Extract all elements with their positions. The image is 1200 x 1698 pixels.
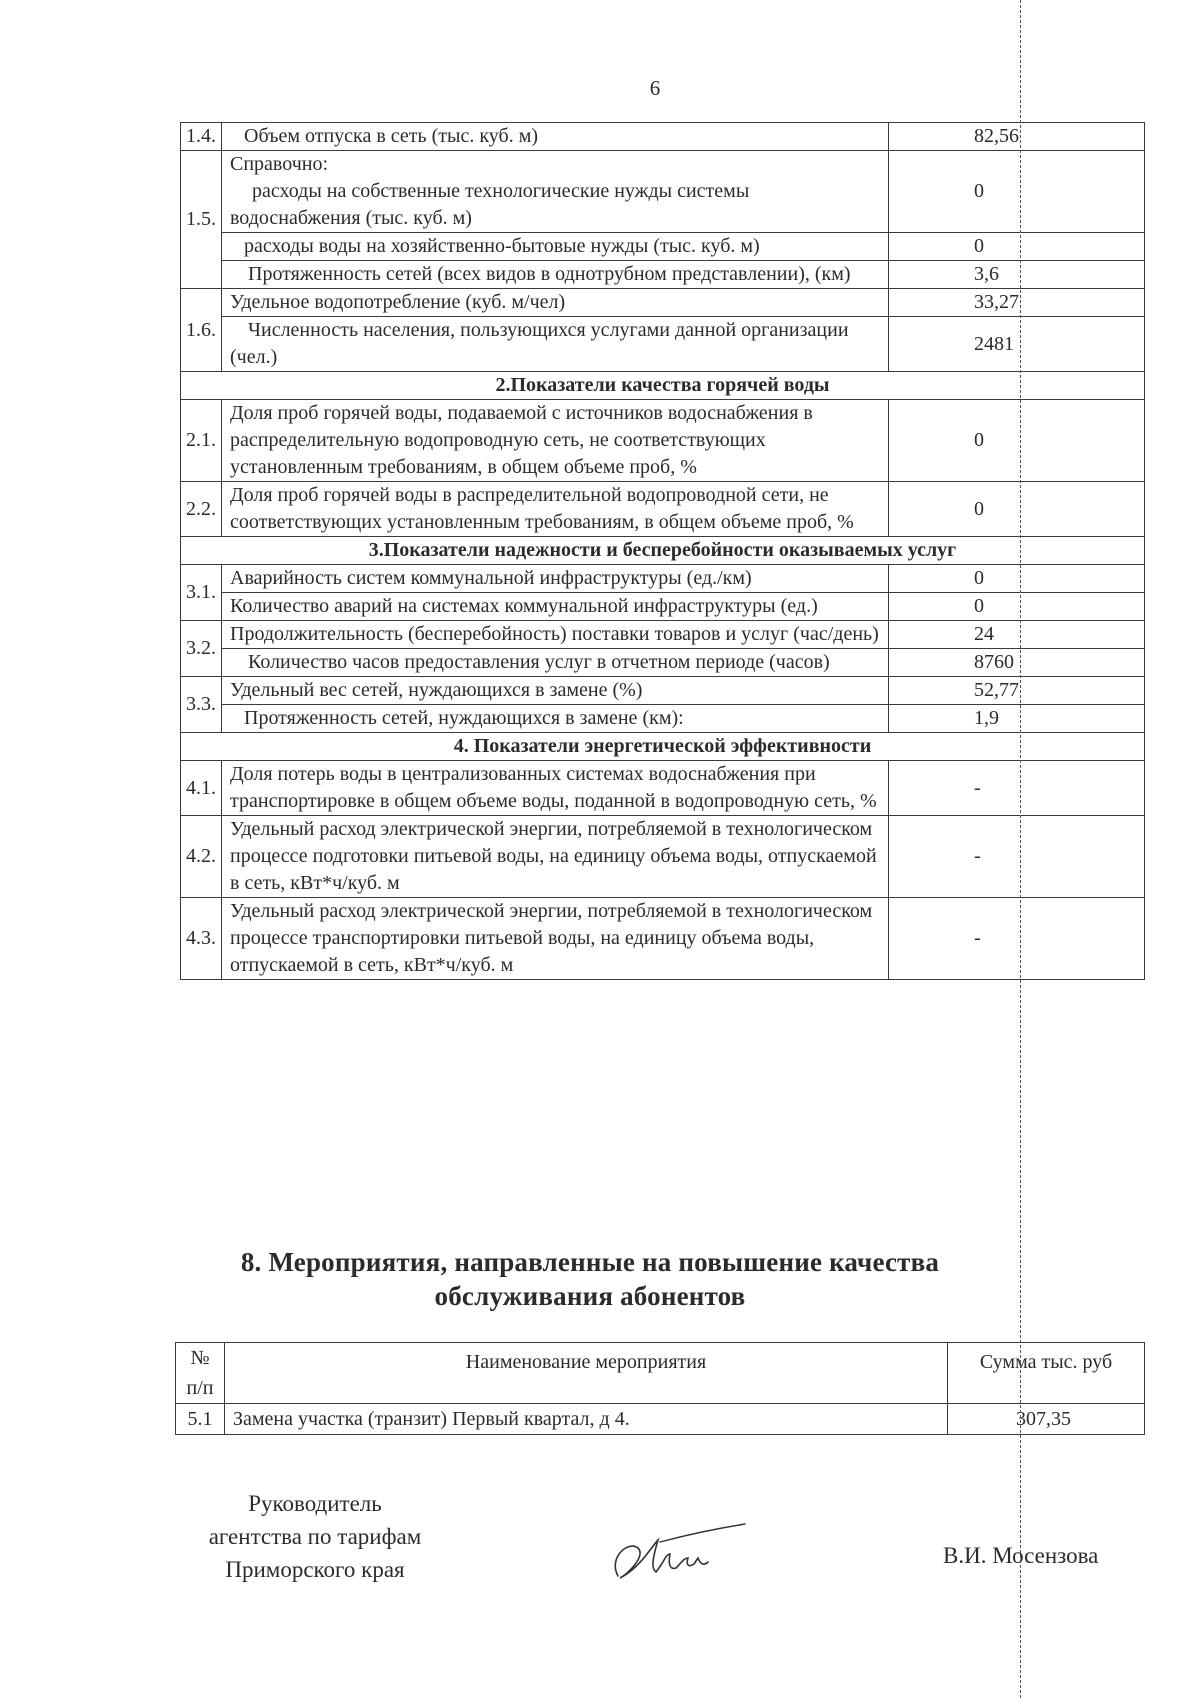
row-number: 5.1 xyxy=(176,1404,225,1435)
row-number: 2.2. xyxy=(181,482,222,537)
heading-line: 8. Мероприятия, направленные на повышение качества xyxy=(240,1247,940,1277)
section-title: 2.Показатели качества горячей воды xyxy=(181,372,1145,400)
table-row xyxy=(181,317,1145,372)
indicator-value: 0 xyxy=(889,565,1145,593)
indicator-label: Продолжительность (бесперебойность) поставки товаров и услуг (час/день) xyxy=(222,621,889,649)
indicator-label: Доля потерь воды в централизованных системах водоснабжения при транспортировке в общем объеме воды, поданной в водопроводную сеть, % xyxy=(222,761,889,816)
indicator-label: Количество аварий на системах коммунальной инфраструктуры (ед.) xyxy=(222,593,889,621)
table-row xyxy=(181,593,1145,621)
row-number: 1.6. xyxy=(181,289,222,372)
indicator-label xyxy=(222,261,889,289)
indicator-value: 0 xyxy=(889,593,1145,621)
event-sum: 307,35 xyxy=(948,1404,1145,1435)
table-row xyxy=(181,400,1145,482)
title-line: агентства по тарифам xyxy=(208,1524,422,1549)
indicator-label: Протяженность сетей, нуждающихся в замене (км): xyxy=(222,705,889,733)
indicator-value: 1,9 xyxy=(889,705,1145,733)
indicator-label: Удельный расход электрической энергии, потребляемой в технологическом процессе подготовки питьевой воды, на единицу объема воды, отпускаемой в сеть, кВт*ч/куб. м xyxy=(222,816,889,898)
table-row xyxy=(181,816,1145,898)
table-row xyxy=(181,289,1145,317)
section-heading xyxy=(160,1245,1020,1313)
section-row xyxy=(181,372,1145,400)
indicator-value: 2481 xyxy=(889,317,1145,372)
table-header-row xyxy=(176,1343,1145,1404)
col-number-line: п/п xyxy=(186,1377,214,1399)
indicator-value: 0 xyxy=(889,151,1145,233)
indicator-label: Удельное водопотребление (куб. м/чел) xyxy=(222,289,889,317)
indicator-label: Аварийность систем коммунальной инфраструктуры (ед./км) xyxy=(222,565,889,593)
indicator-value: 8760 xyxy=(889,649,1145,677)
table-row xyxy=(181,233,1145,261)
population-label: Численность населения, пользующихся услугами данной организации (чел.) xyxy=(230,319,849,368)
indicator-value: 33,27 xyxy=(889,289,1145,317)
indicator-value: 52,77 xyxy=(889,677,1145,705)
section-title: 4. Показатели энергетической эффективности xyxy=(181,733,1145,761)
indicator-label: Доля проб горячей воды в распределительной водопроводной сети, не соответствующих установленным требованиям, в общем объеме проб, % xyxy=(222,482,889,537)
indicator-value: - xyxy=(889,898,1145,980)
col-number-line: № xyxy=(190,1347,210,1369)
indicator-label: Удельный вес сетей, нуждающихся в замене (%) xyxy=(222,677,889,705)
row-number: 1.5. xyxy=(181,151,222,289)
section-row xyxy=(181,537,1145,565)
indicator-label: Объем отпуска в сеть (тыс. куб. м) xyxy=(222,123,889,151)
row-number: 4.1. xyxy=(181,761,222,816)
table-row xyxy=(181,261,1145,289)
section-title: 3.Показатели надежности и бесперебойности оказываемых услуг xyxy=(181,537,1145,565)
col-number-header xyxy=(176,1343,225,1404)
events-table xyxy=(175,1342,1145,1435)
title-line: Приморского края xyxy=(225,1557,405,1582)
table-row xyxy=(181,761,1145,816)
table-row xyxy=(181,677,1145,705)
col-name-header: Наименование мероприятия xyxy=(225,1343,948,1404)
table-row xyxy=(181,565,1145,593)
indicator-label: расходы воды на хозяйственно-бытовые нужды (тыс. куб. м) xyxy=(222,233,889,261)
own-needs-label: расходы на собственные технологические нужды системы водоснабжения (тыс. куб. м) xyxy=(230,180,750,229)
indicator-value: 0 xyxy=(889,400,1145,482)
table-row xyxy=(181,898,1145,980)
network-length-label: Протяженность сетей (всех видов в однотрубном представлении), (км) xyxy=(248,263,851,285)
table-row xyxy=(181,151,1145,233)
table-row xyxy=(181,705,1145,733)
hours-label: Количество часов предоставления услуг в отчетном периоде (часов) xyxy=(248,651,830,673)
indicator-value: 82,56 xyxy=(889,123,1145,151)
indicators-table xyxy=(180,122,1145,980)
indicator-value: - xyxy=(889,816,1145,898)
row-number: 2.1. xyxy=(181,400,222,482)
signatory-name: В.И. Мосензова xyxy=(943,1543,1099,1568)
indicator-label xyxy=(222,151,889,233)
handwritten-signature xyxy=(600,1518,750,1588)
indicator-value: 24 xyxy=(889,621,1145,649)
indicator-value: - xyxy=(889,761,1145,816)
row-number: 3.3. xyxy=(181,677,222,733)
page-number: 6 xyxy=(649,76,661,100)
section-row xyxy=(181,733,1145,761)
indicator-label xyxy=(222,317,889,372)
indicator-label: Удельный расход электрической энергии, потребляемой в технологическом процессе транспортировки питьевой воды, на единицу объема воды, отпускаемой в сеть, кВт*ч/куб. м xyxy=(222,898,889,980)
table-row xyxy=(181,649,1145,677)
row-number: 1.4. xyxy=(181,123,222,151)
indicator-value: 3,6 xyxy=(889,261,1145,289)
row-number: 4.2. xyxy=(181,816,222,898)
heading-line: обслуживания абонентов xyxy=(434,1281,746,1311)
event-name: Замена участка (транзит) Первый квартал, д 4. xyxy=(225,1404,948,1435)
row-number: 3.2. xyxy=(181,621,222,677)
scan-fold-line xyxy=(1020,0,1021,1698)
reference-label: Справочно: xyxy=(230,153,329,175)
table-row xyxy=(176,1404,1145,1435)
title-line: Руководитель xyxy=(248,1491,382,1516)
indicator-label xyxy=(222,649,889,677)
row-number: 3.1. xyxy=(181,565,222,621)
table-row xyxy=(181,621,1145,649)
table-row xyxy=(181,482,1145,537)
col-sum-header: Сумма тыс. руб xyxy=(948,1343,1145,1404)
indicator-value: 0 xyxy=(889,482,1145,537)
indicator-value: 0 xyxy=(889,233,1145,261)
indicator-label: Доля проб горячей воды, подаваемой с источников водоснабжения в распределительную водопроводную сеть, не соответствующих установленным требованиям, в общем объеме проб, % xyxy=(222,400,889,482)
row-number: 4.3. xyxy=(181,898,222,980)
signatory-title xyxy=(170,1487,460,1586)
table-row xyxy=(181,123,1145,151)
